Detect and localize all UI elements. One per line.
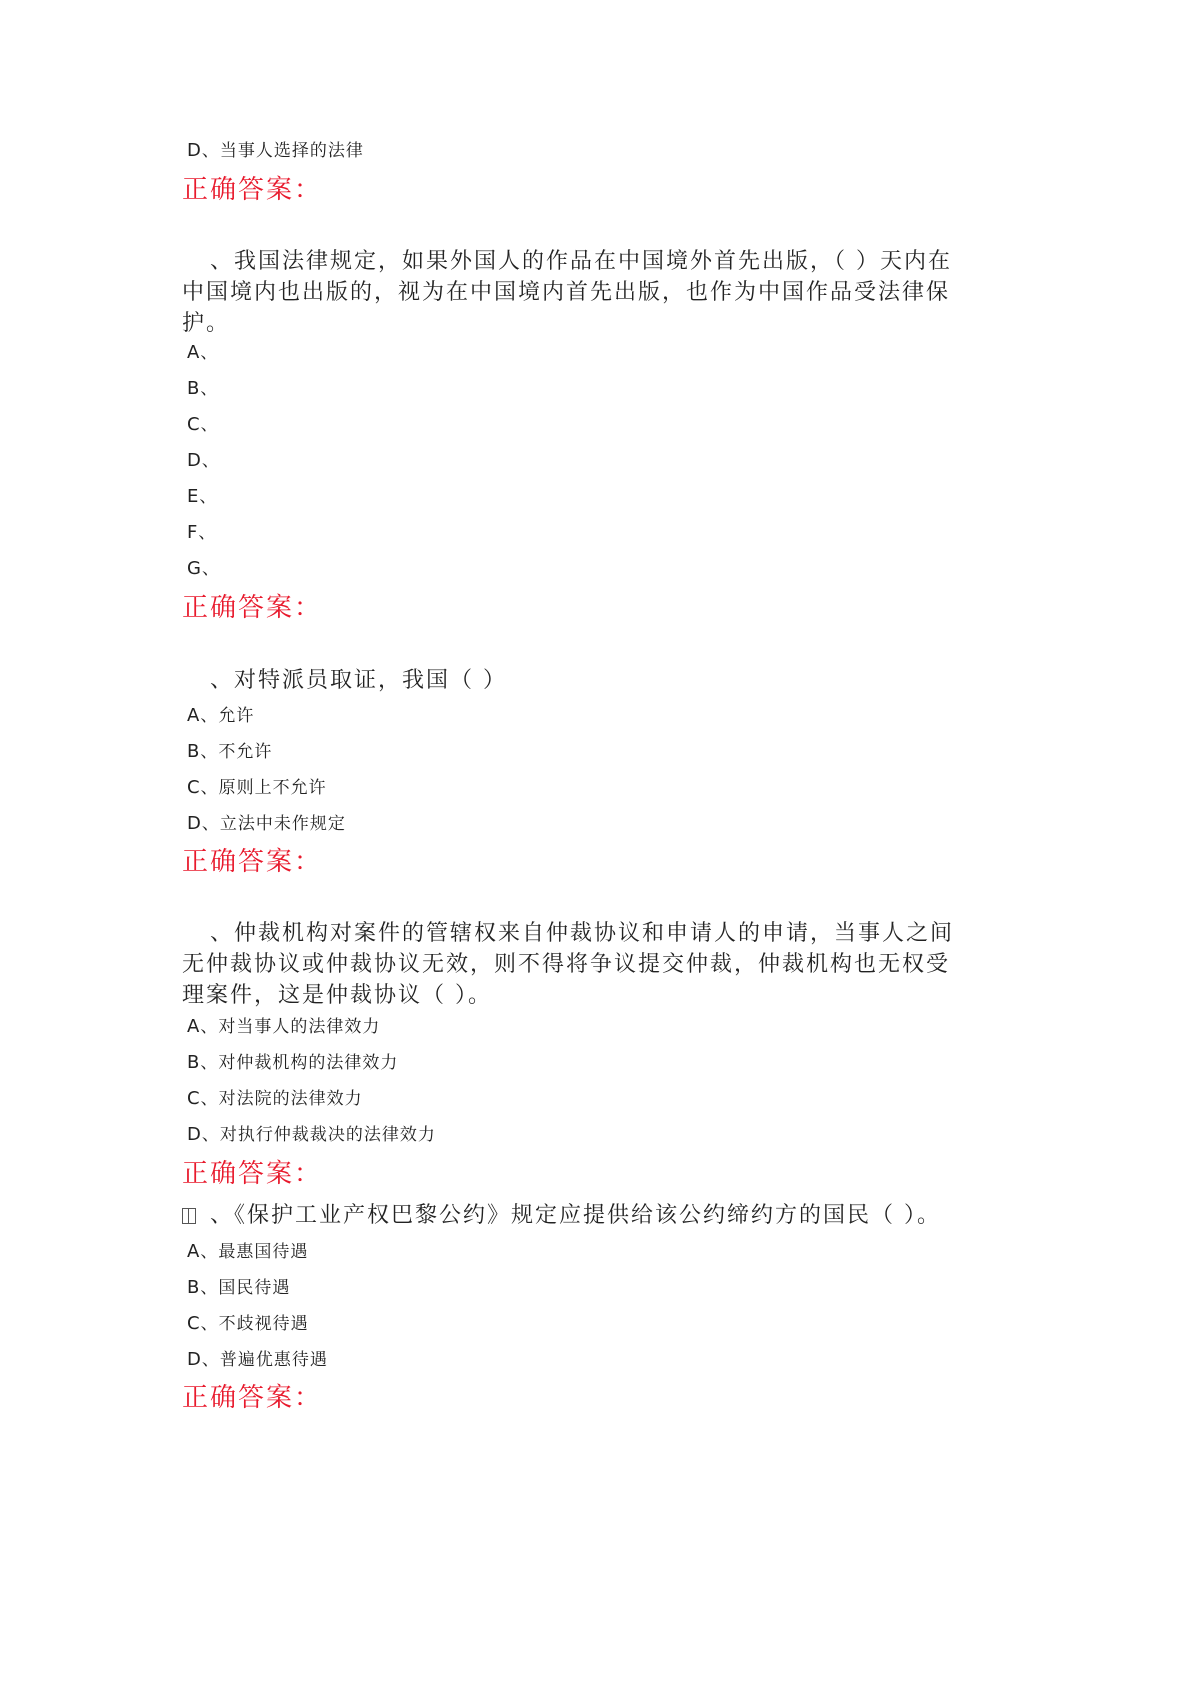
option-item: B、对仲裁机构的法律效力 (187, 1052, 399, 1073)
option-item: B、 (187, 378, 219, 399)
option-item: E、 (187, 486, 218, 507)
question-3-line-2: 无仲裁协议或仲裁协议无效，则不得将争议提交仲裁，仲裁机构也无权受 (182, 952, 951, 977)
option-item: A、 (187, 342, 219, 363)
correct-answer-label: 正确答案： (182, 847, 323, 877)
option-text: 当事人选择的法律 (219, 141, 364, 161)
option-item (187, 140, 364, 162)
option-item: B、不允许 (187, 741, 273, 762)
option-item: D、对执行仲裁裁决的法律效力 (187, 1124, 436, 1145)
option-item: A、最惠国待遇 (187, 1241, 309, 1262)
option-item: C、 (187, 414, 219, 435)
option-item: C、对法院的法律效力 (187, 1088, 363, 1109)
question-3-line-3: 理案件，这是仲裁协议（ ）。 (182, 983, 492, 1008)
option-item: C、原则上不允许 (187, 777, 327, 798)
question-2-line-1: 、对特派员取证，我国（ ） (210, 668, 507, 693)
question-1-line-3: 护。 (182, 311, 231, 336)
correct-answer-label: 正确答案： (182, 1159, 323, 1189)
option-item: D、普遍优惠待遇 (187, 1349, 328, 1370)
option-letter: D (187, 140, 202, 161)
option-item: F、 (187, 522, 217, 543)
option-item: B、国民待遇 (187, 1277, 291, 1298)
question-4-line-1: 、《保护工业产权巴黎公约》规定应提供给该公约缔约方的国民（ ）。 (182, 1202, 941, 1230)
option-item: G、 (187, 558, 220, 579)
option-item: D、 (187, 450, 220, 471)
question-3-line-1: 、仲裁机构对案件的管辖权来自仲裁协议和申请人的申请，当事人之间 (210, 921, 955, 946)
option-item: A、允许 (187, 705, 255, 726)
question-1-line-1: 、我国法律规定，如果外国人的作品在中国境外首先出版，（ ）天内在 (210, 249, 952, 274)
question-1-line-2: 中国境内也出版的，视为在中国境内首先出版，也作为中国作品受法律保 (182, 280, 951, 305)
option-separator: 、 (201, 141, 220, 161)
option-item: C、不歧视待遇 (187, 1313, 309, 1334)
missing-glyph-icon (182, 1208, 196, 1224)
correct-answer-label: 正确答案： (182, 175, 323, 205)
correct-answer-label: 正确答案： (182, 1383, 323, 1413)
option-item: D、立法中未作规定 (187, 813, 346, 834)
correct-answer-label: 正确答案： (182, 593, 323, 623)
option-item: A、对当事人的法律效力 (187, 1016, 381, 1037)
